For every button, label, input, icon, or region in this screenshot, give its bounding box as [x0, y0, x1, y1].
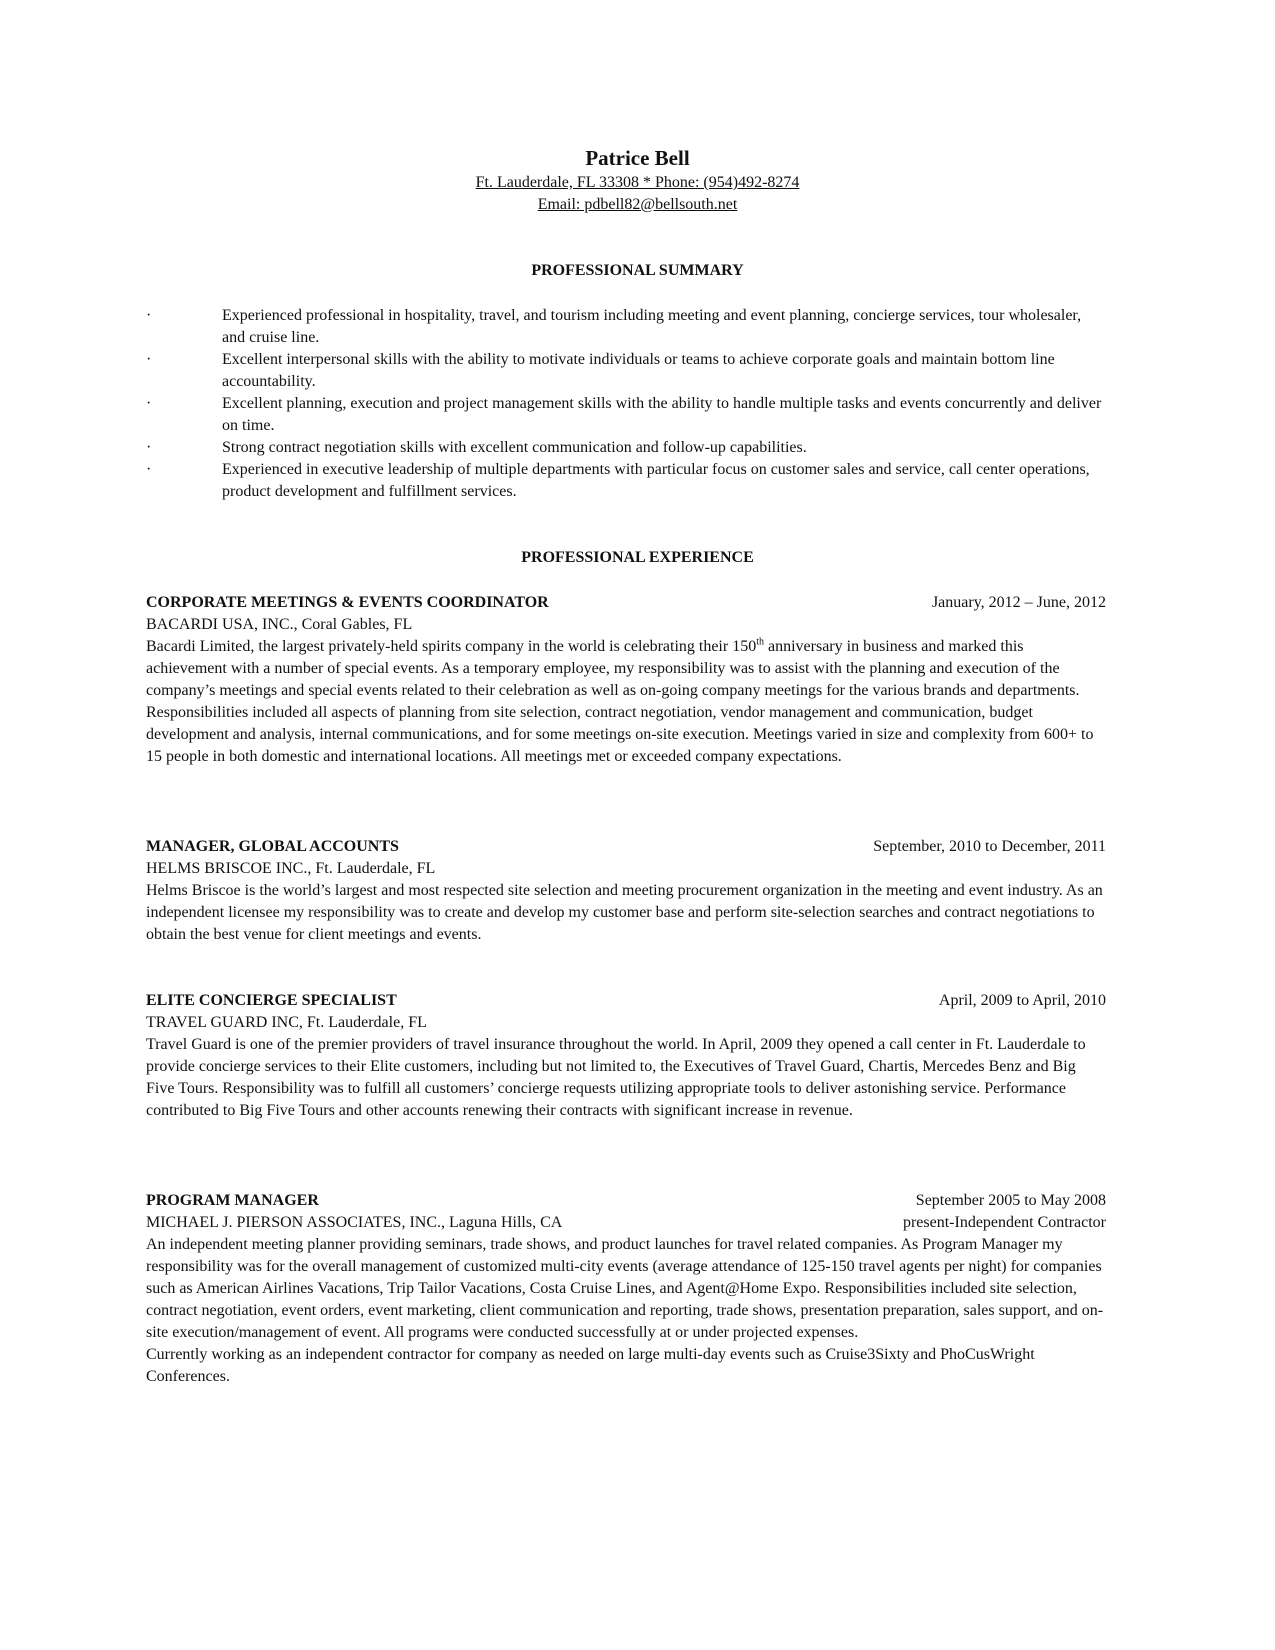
bullet-icon: · — [146, 461, 152, 478]
job-description: Travel Guard is one of the premier providers of travel insurance throughout the world. In April, 2009 they opened a call center in Ft. Lauderdale to provide concierge services to their Elite customers, including but not limited to, the Executives of Travel Guard, Chartis, Mercedes Benz and Big Five Tours. Responsibility was to fulfill all customers’ concierge requests utilizing appropriate tools to deliver astonishing service. Performance contributed to Big Five Tours and other accounts renewing their contracts with significant increase in revenue. — [146, 1036, 1086, 1119]
job-description-current: Currently working as an independent contractor for company as needed on large multi-day events such as Cruise3Sixty and PhoCusWright Conferences. — [146, 1346, 1035, 1385]
job-company: BACARDI USA, INC., Coral Gables, FL — [146, 616, 413, 633]
job-dates: September 2005 to May 2008 — [915, 1192, 1106, 1209]
job-company: HELMS BRISCOE INC., Ft. Lauderdale, FL — [146, 860, 436, 877]
email-link[interactable]: Email: pdbell82@bellsouth.net — [537, 196, 738, 213]
experience-heading: PROFESSIONAL EXPERIENCE — [521, 549, 754, 566]
summary-item: · Strong contract negotiation skills with excellent communication and follow-up capabilities. — [146, 437, 1106, 459]
job-description: An independent meeting planner providing seminars, trade shows, and product launches for travel related companies. As Program Manager my responsibility was for the overall management of customized multi-city events (average attendance of 125-150 travel agents per night) for companies such as American Airlines Vacations, Trip Tailor Vacations, Costa Cruise Lines, and Agent@Home Expo. Responsibilities included site selection, contract negotiation, event orders, event marketing, client communication and reporting, trade shows, presentation preparation, sales support, and on-site execution/management of event. All programs were conducted successfully at or under projected expenses. — [146, 1236, 1104, 1341]
summary-heading: PROFESSIONAL SUMMARY — [531, 262, 744, 279]
job-company: MICHAEL J. PIERSON ASSOCIATES, INC., Laguna Hills, CA — [146, 1214, 563, 1231]
bullet-icon: · — [146, 351, 152, 368]
job-dates: January, 2012 – June, 2012 — [931, 594, 1106, 611]
bullet-icon: · — [146, 395, 152, 412]
job-status: present-Independent Contractor — [902, 1214, 1106, 1231]
job-description: Bacardi Limited, the largest privately-held spirits company in the world is celebrating their 150th anniversary in business and marked this achievement with a number of special events. As a temporary employee, my responsibility was to assist with the planning and execution of the company’s meetings and special events related to their celebration as well as on-going company meetings for the various brands and departments. Responsibilities included all aspects of planning from site selection, contract negotiation, vendor management and communication, budget development and analysis, internal communications, and for some meetings on-site execution. Meetings varied in size and complexity from 600+ to 15 people in both domestic and international locations. All meetings met or exceeded company expectations. — [146, 636, 1094, 765]
summary-item: · Excellent planning, execution and project management skills with the ability to handle multiple tasks and events concurrently and deliver on time. — [146, 395, 1102, 434]
job-entry-travel-guard — [146, 990, 1106, 1122]
summary-list — [146, 305, 1106, 503]
summary-item: · Experienced professional in hospitality, travel, and tourism including meeting and event planning, concierge services, tour wholesaler, and cruise line. — [146, 307, 1082, 346]
job-title: PROGRAM MANAGER — [146, 1192, 319, 1209]
job-dates: September, 2010 to December, 2011 — [873, 838, 1106, 855]
summary-item: · Experienced in executive leadership of multiple departments with particular focus on customer sales and service, call center operations, product development and fulfillment services. — [146, 461, 1090, 500]
job-company: TRAVEL GUARD INC, Ft. Lauderdale, FL — [146, 1014, 427, 1031]
bullet-icon: · — [146, 307, 152, 324]
summary-item: · Excellent interpersonal skills with the ability to motivate individuals or teams to achieve corporate goals and maintain bottom line accountability. — [146, 351, 1055, 390]
job-entry-pierson — [146, 1190, 1106, 1388]
address-phone: Ft. Lauderdale, FL 33308 * Phone: (954)492-8274 — [475, 174, 800, 191]
job-title: CORPORATE MEETINGS & EVENTS COORDINATOR — [146, 594, 549, 611]
bullet-icon: · — [146, 439, 152, 456]
contact-block — [0, 172, 1275, 216]
job-entry-helms-briscoe — [146, 836, 1106, 946]
job-title: MANAGER, GLOBAL ACCOUNTS — [146, 838, 399, 855]
job-entry-bacardi — [146, 592, 1106, 768]
job-description: Helms Briscoe is the world’s largest and most respected site selection and meeting procurement organization in the meeting and event industry. As an independent licensee my responsibility was to create and develop my customer base and perform site-selection searches and contract negotiations to obtain the best venue for client meetings and events. — [146, 882, 1103, 943]
candidate-name: Patrice Bell — [585, 146, 690, 170]
job-title: ELITE CONCIERGE SPECIALIST — [146, 992, 397, 1009]
job-dates: April, 2009 to April, 2010 — [938, 992, 1106, 1009]
